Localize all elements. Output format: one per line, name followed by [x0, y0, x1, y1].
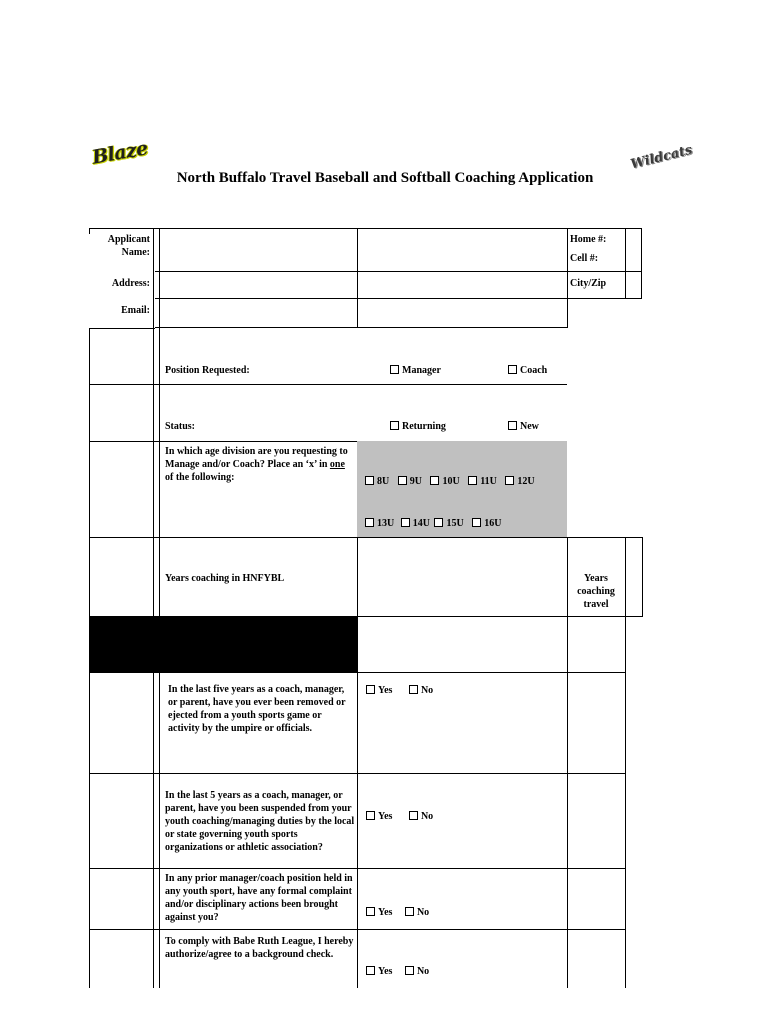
age-12u-option[interactable]: 12U: [505, 476, 534, 487]
city-zip-label: City/Zip: [570, 278, 607, 289]
age-division-row-1: [365, 475, 565, 488]
question-2-yes-checkbox[interactable]: [366, 811, 375, 820]
new-checkbox[interactable]: [508, 421, 517, 430]
applicant-name-input[interactable]: [161, 230, 356, 270]
age-division-question: In which age division are you requesting to Manage and/or Coach? Place an ‘x’ in one of the following:: [165, 446, 348, 483]
question-3-no-checkbox[interactable]: [405, 907, 414, 916]
age-16u-option[interactable]: 16U: [472, 518, 501, 529]
age-13u-option[interactable]: 13U: [365, 518, 394, 529]
page-title: North Buffalo Travel Baseball and Softball Coaching Application: [176, 170, 594, 186]
address-label: Address:: [111, 278, 150, 289]
age-15u-option[interactable]: 15U: [434, 518, 463, 529]
question-1-text: In the last five years as a coach, manager, or parent, have you ever been removed or ejected from a youth sports game or activity by the umpire or officials.: [168, 684, 346, 734]
city-zip-input[interactable]: [627, 273, 640, 297]
age-16u-checkbox[interactable]: [472, 518, 481, 527]
email-input[interactable]: [161, 300, 356, 326]
age-15u-checkbox[interactable]: [434, 518, 443, 527]
years-travel-input[interactable]: [627, 539, 641, 615]
age-14u-checkbox[interactable]: [401, 518, 410, 527]
wildcats-logo: Wildcats: [629, 142, 694, 173]
question-3-text: In any prior manager/coach position held in any youth sport, have any formal complaint and/or disciplinary actions been brought against you?: [165, 873, 353, 923]
age-10u-checkbox[interactable]: [430, 476, 439, 485]
status-label: Status:: [165, 421, 196, 432]
age-9u-option[interactable]: 9U: [398, 476, 422, 487]
age-9u-checkbox[interactable]: [398, 476, 407, 485]
returning-checkbox[interactable]: [390, 421, 399, 430]
age-11u-checkbox[interactable]: [468, 476, 477, 485]
question-2-text: In the last 5 years as a coach, manager, or parent, have you been suspended from your youth coaching/managing duties by the local or state governing youth sports organizations or athletic association?: [165, 790, 355, 853]
question-3-options: [366, 906, 429, 919]
years-hnfybl-input[interactable]: [358, 539, 566, 615]
years-hnfybl-label: Years coaching in HNFYBL: [165, 573, 285, 584]
applicant-name-input-2[interactable]: [358, 230, 566, 270]
question-4-yes-checkbox[interactable]: [366, 966, 375, 975]
address-input[interactable]: [161, 273, 356, 297]
question-4-no-checkbox[interactable]: [405, 966, 414, 975]
question-2-no[interactable]: No: [409, 811, 433, 822]
question-4-options: [366, 965, 429, 978]
position-requested-label: Position Requested:: [165, 365, 250, 376]
age-division-row-2: [365, 517, 565, 530]
question-3-yes[interactable]: Yes: [366, 907, 392, 918]
years-travel-label: Years coaching travel: [577, 573, 615, 610]
email-input-2[interactable]: [358, 300, 566, 326]
coach-option[interactable]: Coach: [508, 364, 547, 377]
age-12u-checkbox[interactable]: [505, 476, 514, 485]
applicant-name-label: Applicant Name:: [107, 234, 150, 258]
question-4-no[interactable]: No: [405, 966, 429, 977]
coach-checkbox[interactable]: [508, 365, 517, 374]
age-14u-option[interactable]: 14U: [401, 518, 430, 529]
new-option[interactable]: New: [508, 420, 539, 433]
question-2-options: [366, 810, 433, 823]
question-3-yes-checkbox[interactable]: [366, 907, 375, 916]
blaze-logo: Blaze: [90, 137, 150, 169]
home-phone-label: Home #:: [570, 234, 607, 245]
section-header-block: [89, 616, 357, 672]
question-2-no-checkbox[interactable]: [409, 811, 418, 820]
address-input-2[interactable]: [358, 273, 566, 297]
question-1-no[interactable]: No: [409, 685, 433, 696]
age-11u-option[interactable]: 11U: [468, 476, 497, 487]
question-4-yes[interactable]: Yes: [366, 966, 392, 977]
manager-option[interactable]: Manager: [390, 364, 441, 377]
question-2-yes[interactable]: Yes: [366, 811, 392, 822]
phone-input[interactable]: [627, 230, 640, 270]
question-1-yes-checkbox[interactable]: [366, 685, 375, 694]
email-label: Email:: [121, 305, 150, 316]
manager-checkbox[interactable]: [390, 365, 399, 374]
age-8u-checkbox[interactable]: [365, 476, 374, 485]
question-1-yes[interactable]: Yes: [366, 685, 392, 696]
question-1-options: [366, 684, 433, 697]
age-10u-option[interactable]: 10U: [430, 476, 459, 487]
question-1-no-checkbox[interactable]: [409, 685, 418, 694]
question-4-text: To comply with Babe Ruth League, I hereby authorize/agree to a background check.: [165, 936, 354, 960]
age-13u-checkbox[interactable]: [365, 518, 374, 527]
age-8u-option[interactable]: 8U: [365, 476, 389, 487]
cell-phone-label: Cell #:: [570, 253, 599, 264]
question-3-no[interactable]: No: [405, 907, 429, 918]
returning-option[interactable]: Returning: [390, 420, 446, 433]
